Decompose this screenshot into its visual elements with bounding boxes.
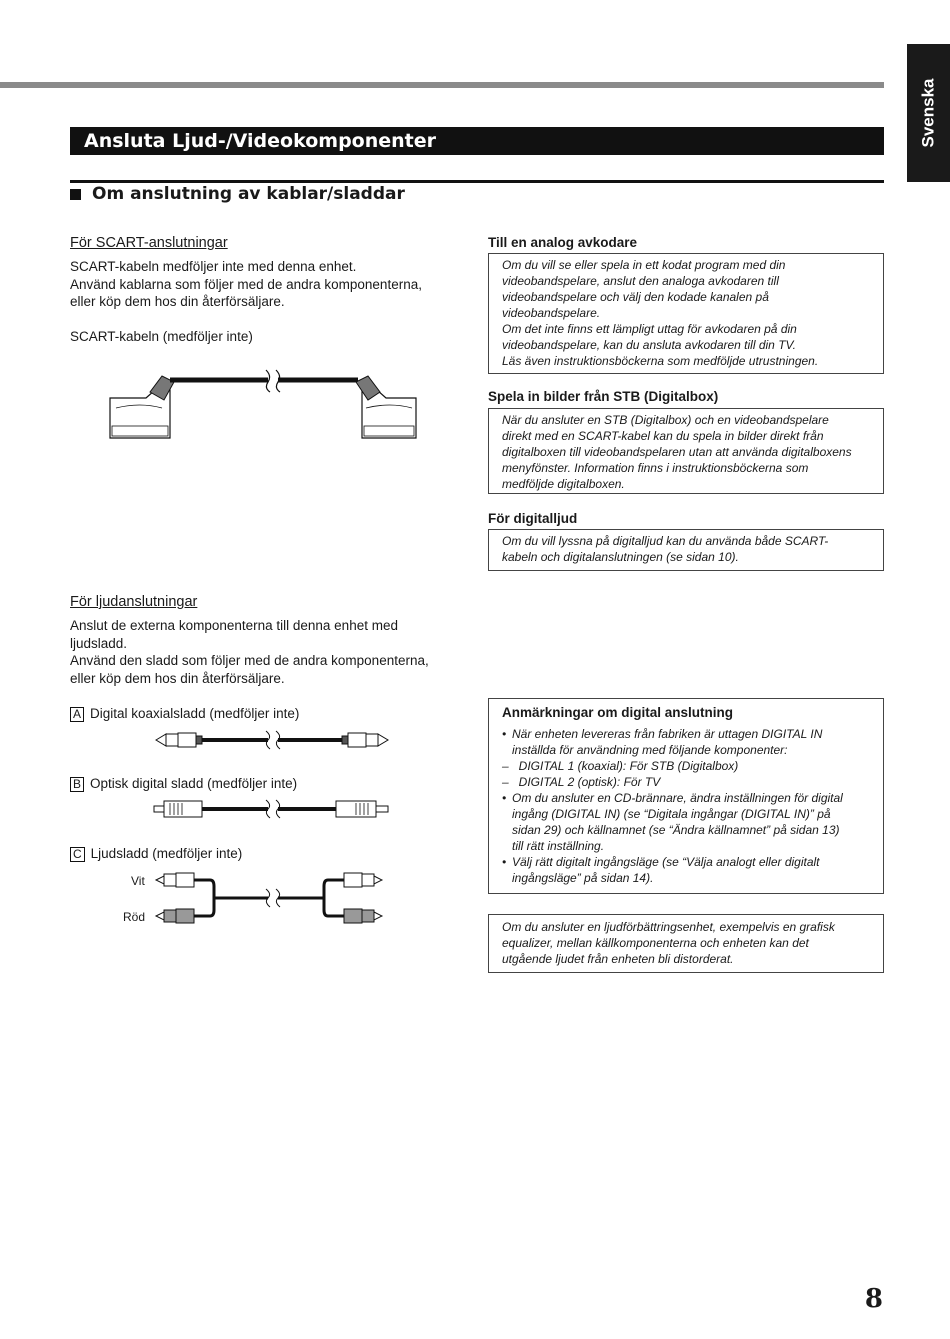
text-line: Om du vill se eller spela in ett kodat program med din (502, 258, 786, 272)
audio-heading: För ljudanslutningar (70, 594, 198, 610)
red-plug-label: Röd (123, 910, 146, 924)
coaxial-cable-illustration (150, 728, 395, 752)
scart-text (70, 258, 422, 311)
page-title: Ansluta Ljud-/Videokomponenter (70, 127, 884, 155)
text-line: SCART-kabeln medföljer inte med denna enhet. (70, 259, 357, 274)
text-line: Om det inte finns ett lämpligt uttag för avkodaren på din (502, 322, 797, 336)
list-item: • Välj rätt digitalt ingångsläge (se “Välja analogt eller digitalt ingångsläge” på sidan 14). (502, 855, 820, 885)
text-line: digitalboxen till videobandspelaren utan att använda digitalboxens (502, 445, 852, 459)
text-line: videobandspelare. (502, 306, 601, 320)
section-heading (70, 182, 405, 206)
text-line: direkt med en SCART-kabel kan du spela in bilder direkt från (502, 429, 824, 443)
square-bullet-icon (70, 189, 81, 200)
text-line: utgående ljudet från enheten bli distorderat. (502, 952, 734, 966)
text-line: eller köp dem hos din återförsäljare. (70, 294, 285, 309)
list-item: • När enheten levereras från fabriken är uttagen DIGITAL IN inställda för användning med följande komponenter: (502, 727, 823, 757)
text-line: kabeln och digitalanslutningen (se sidan 10). (502, 550, 739, 564)
analog-decoder-box (488, 253, 884, 374)
scart-plug-left-icon (110, 376, 174, 438)
analog-decoder-heading: Till en analog avkodare (488, 235, 638, 250)
text-line: equalizer, mellan källkomponenterna och enheten kan det (502, 936, 809, 950)
text-line: videobandspelare, kan du ansluta avkodaren till din TV. (502, 338, 796, 352)
text-line: videobandspelare och välj den kodade kanalen på (502, 290, 769, 304)
cable-b-label (70, 775, 297, 793)
top-rule (0, 82, 884, 88)
cable-a-text: Digital koaxialsladd (medföljer inte) (90, 706, 300, 721)
language-tab-label: Svenska (918, 78, 938, 148)
list-item: • Om du ansluter en CD-brännare, ändra inställningen för digital ingång (DIGITAL IN) (se “Digitala ingångar (DIGITAL IN)” på sidan 29) och källnamnet (se “Ändra källnamnet” på sidan 13) till rätt inställning. (502, 791, 843, 853)
text-line: Använd den sladd som följer med de andra komponenterna, (70, 653, 429, 668)
cable-c-text: Ljudsladd (medföljer inte) (90, 846, 243, 861)
digital-audio-heading: För digitalljud (488, 511, 578, 526)
cable-c-label (70, 845, 242, 863)
scart-plug-right-icon (356, 376, 416, 438)
audio-text (70, 617, 429, 687)
list-item: – DIGITAL 2 (optisk): För TV (502, 775, 661, 789)
cable-letter: A (70, 707, 84, 722)
scart-heading: För SCART-anslutningar (70, 235, 228, 251)
list-item: – DIGITAL 1 (koaxial): För STB (Digitalbox) (502, 759, 739, 773)
white-plug-label: Vit (131, 874, 145, 888)
digital-audio-box (488, 529, 884, 571)
cable-letter: B (70, 777, 84, 792)
optical-cable-illustration (150, 797, 395, 821)
text-line: menyfönster. Information finns i instruktionsböckerna som (502, 461, 809, 475)
section-heading-text: Om anslutning av kablar/sladdar (92, 184, 405, 204)
cable-b-text: Optisk digital sladd (medföljer inte) (90, 776, 298, 791)
text-line: medföljde digitalboxen. (502, 477, 625, 491)
text-line: Om du vill lyssna på digitalljud kan du använda både SCART- (502, 534, 829, 548)
cable-a-label (70, 705, 299, 723)
notes-title: Anmärkningar om digital anslutning (502, 705, 734, 720)
text-line: Läs även instruktionsböckerna som medföljde utrustningen. (502, 354, 819, 368)
digital-notes-box (488, 698, 884, 894)
scart-cable-illustration (100, 360, 430, 450)
text-line: ljudsladd. (70, 635, 128, 651)
language-tab (907, 44, 950, 182)
text-line: videobandspelare, anslut den analoga avkodaren till (502, 274, 779, 288)
text-line: Använd kablarna som följer med de andra komponenterna, (70, 276, 422, 292)
stb-heading: Spela in bilder från STB (Digitalbox) (488, 389, 719, 404)
scart-cable-label: SCART-kabeln (medföljer inte) (70, 329, 253, 344)
text-line: Anslut de externa komponenterna till denna enhet med (70, 618, 398, 633)
notes-list (502, 726, 870, 886)
stb-box (488, 408, 884, 494)
audio-cable-illustration (150, 866, 395, 930)
text-line: När du ansluter en STB (Digitalbox) och en videobandspelare (502, 413, 829, 427)
text-line: Om du ansluter en ljudförbättringsenhet, exempelvis en grafisk (502, 920, 835, 934)
cable-letter: C (70, 847, 85, 862)
page-number: 8 (864, 1284, 883, 1314)
text-line: eller köp dem hos din återförsäljare. (70, 670, 285, 686)
distortion-note-box (488, 914, 884, 973)
